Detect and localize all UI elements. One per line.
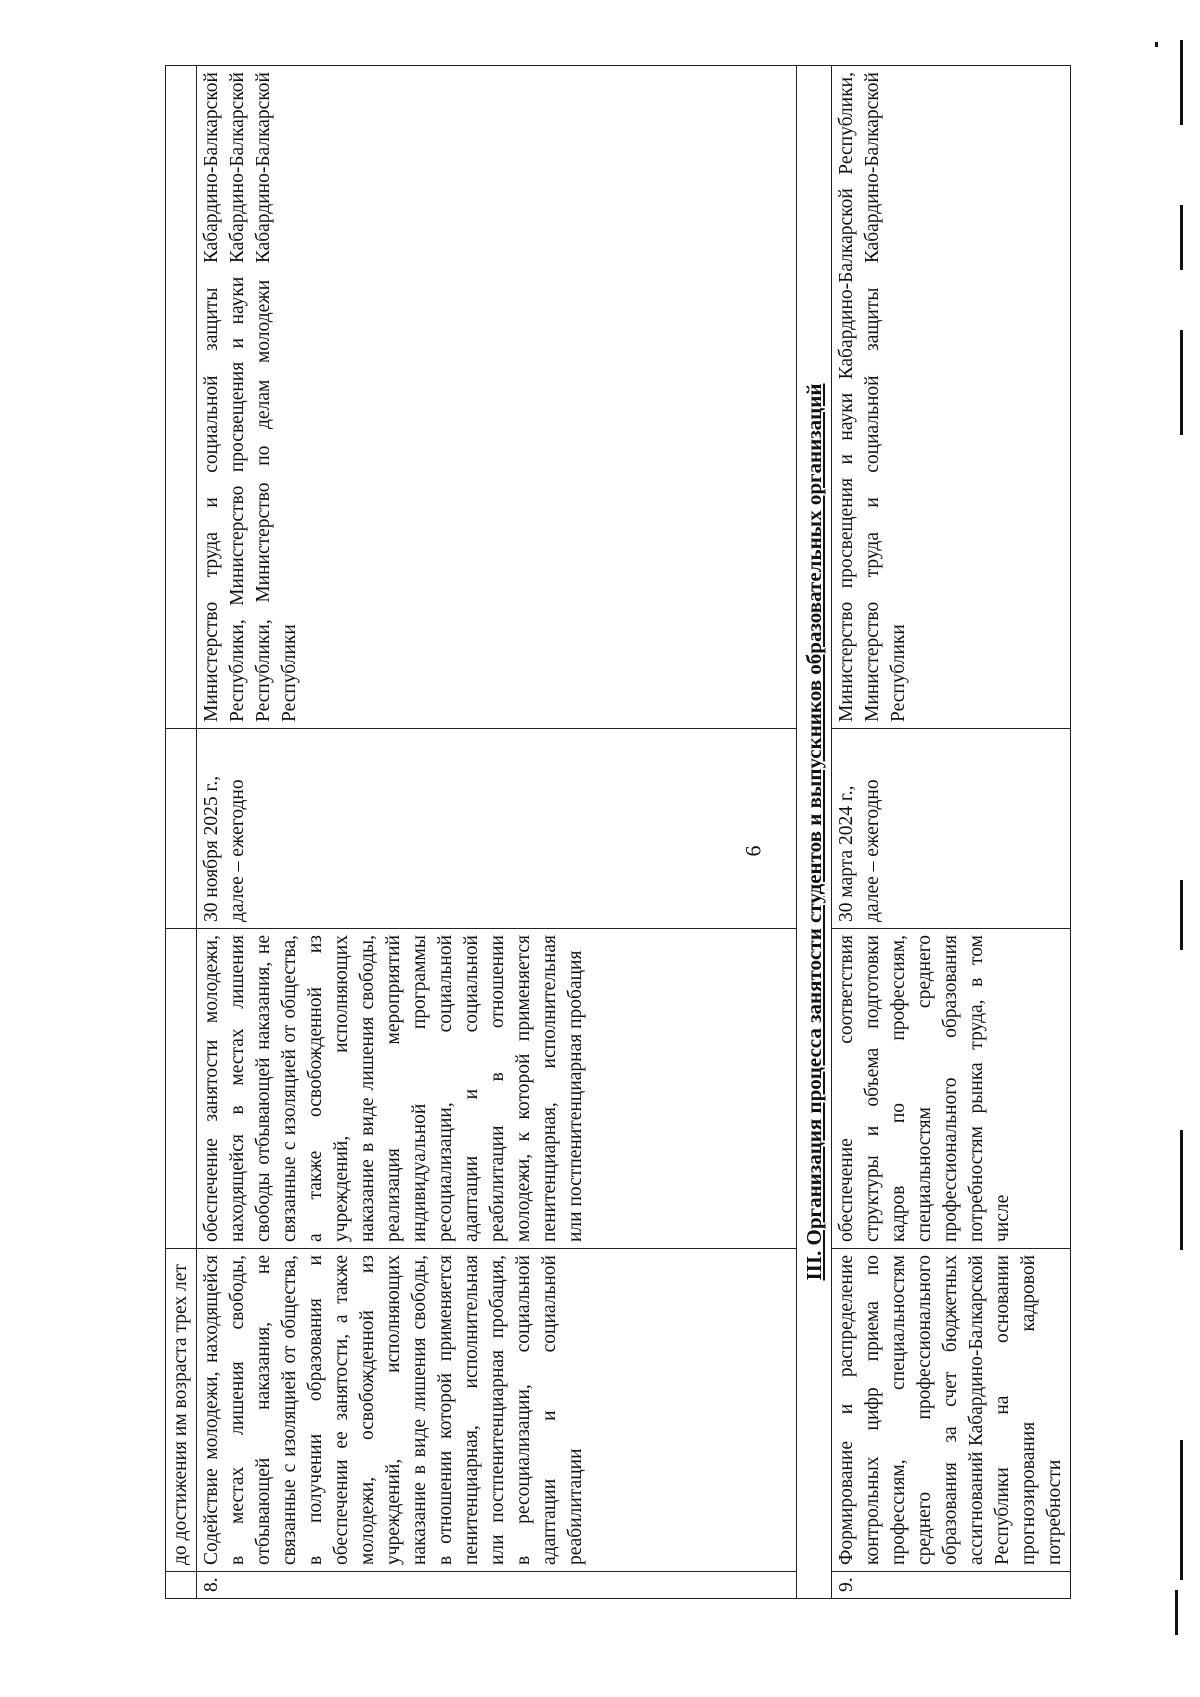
scan-mark <box>1155 42 1158 47</box>
cell-responsible: Министерство труда и социальной защиты Кабардино-Балкарской Республики, Министерство просвещения и науки Кабардино-Балкарской Республики, Министерство по делам молодежи Кабардино-Балкарской Республики <box>197 66 797 729</box>
table-row <box>832 66 1071 1599</box>
cell-measure: Формирование и распределение контрольных цифр приема по профессиям, специальностям среднего профессионального образования за счет бюджетных ассигнований Кабардино-Балкарской Республики на основании прогнозирования кадровой потребности <box>832 1249 1071 1572</box>
cell-number <box>166 1572 197 1599</box>
cell-responsible <box>166 66 197 729</box>
measures-table <box>165 65 1071 1599</box>
cell-content: обеспечение занятости молодежи, находящейся в местах лишения свободы отбывающей наказания, не связанные с изоляцией от общества, а также освобожденной из учреждений, исполняющих наказание в виде лишения свободы, реализация мероприятий индивидуальной программы ресоциализации, социальной адаптации и социальной реабилитации в отношении молодежи, к которой применяется пенитенциарная, исполнительная или постпенитенциарная пробация <box>197 929 797 1249</box>
table-row <box>197 66 797 1599</box>
rotated-table-container <box>165 66 1200 1599</box>
cell-measure: Содействие молодежи, находящейся в местах лишения свободы, отбывающей наказания, не связанные с изоляцией от общества, в получении образования и обеспечении ее занятости, а также молодежи, освобожденной из учреждений, исполняющих наказание в виде лишения свободы, в отношении которой применяется пенитенциарная, исполнительная или постпенитенциарная пробация, в ресоциализации, социальной адаптации и социальной реабилитации <box>197 1249 797 1572</box>
cell-number: 9. <box>832 1572 1071 1599</box>
cell-deadline <box>166 729 197 929</box>
table-row <box>166 66 197 1599</box>
cell-responsible: Министерство просвещения и науки Кабардино-Балкарской Республики, Министерство труда и социальной защиты Кабардино-Балкарской Республики <box>832 66 1071 729</box>
cell-deadline: 30 ноября 2025 г., далее – ежегодно <box>197 729 797 929</box>
cell-measure: до достижения им возраста трех лет <box>166 1249 197 1572</box>
section-title: III. Организация процесса занятости студентов и выпускников образовательных организаций <box>797 66 832 1599</box>
cell-number: 8. <box>197 1572 797 1599</box>
section-row <box>797 66 832 1599</box>
page-number: 6 <box>740 845 766 857</box>
cell-content: обеспечение соответствия структуры и объема подготовки кадров по профессиям, специальностям среднего профессионального образования потребностям рынка труда, в том числе <box>832 929 1071 1249</box>
cell-content <box>166 929 197 1249</box>
cell-deadline: 30 марта 2024 г., далее – ежегодно <box>832 729 1071 929</box>
